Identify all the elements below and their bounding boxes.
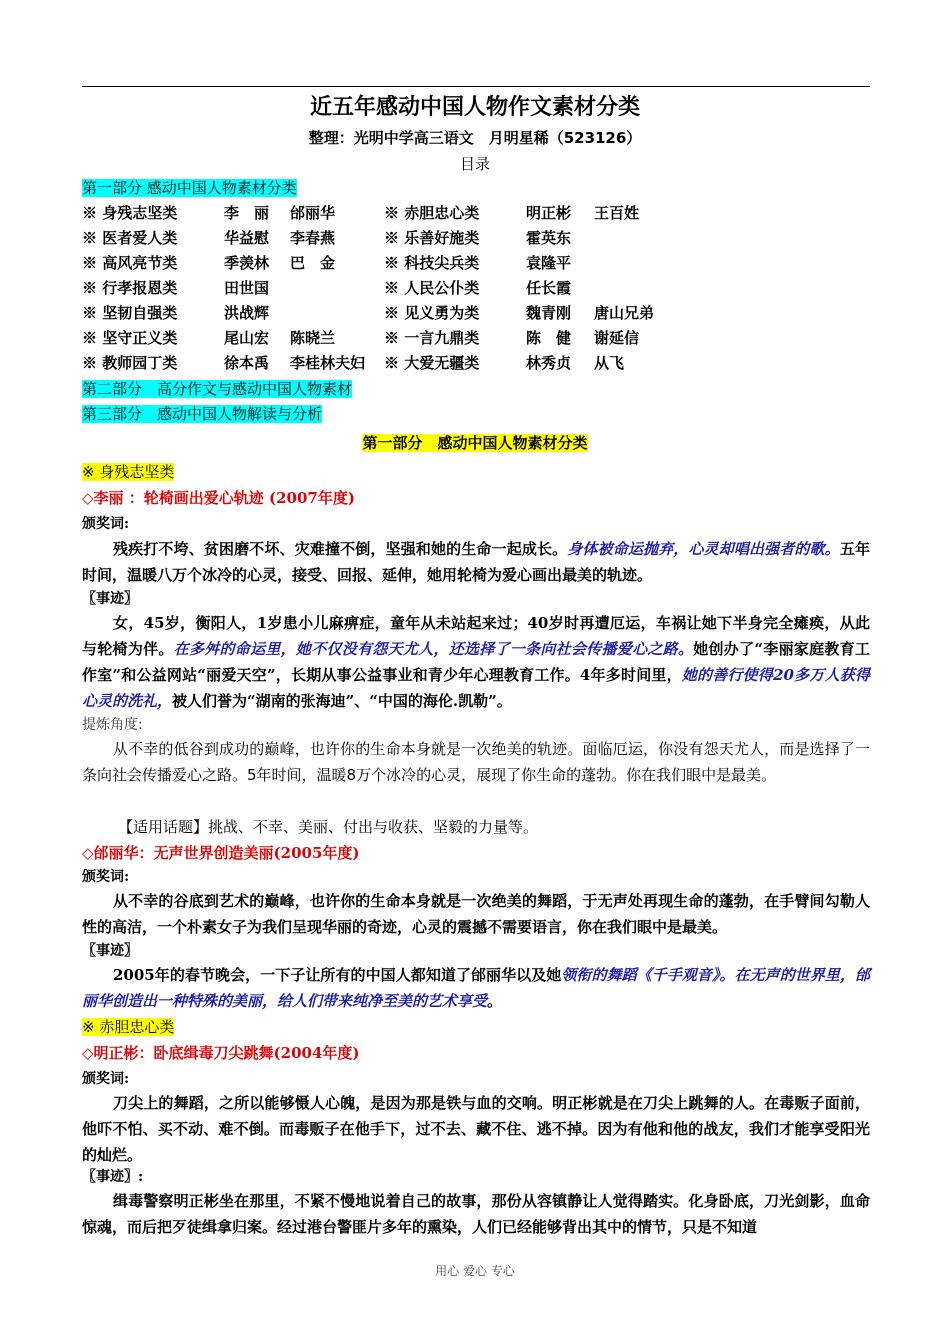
deeds-text: 2005年的春节晚会，一下子让所有的中国人都知道了邰丽华以及她领衔的舞蹈《千手观音》。在无声的世界里，邰丽华创造出一种特殊的美丽，给人们带来纯净至美的艺术享受。 (82, 966, 870, 1010)
category-heading: ※ 身残志坚类 (82, 463, 175, 481)
section-heading: 第一部分 感动中国人物素材分类 (362, 434, 588, 452)
refine-label: 提炼角度: (82, 717, 143, 733)
award-label: 颁奖词: (82, 1071, 130, 1087)
award-text: 从不幸的谷底到艺术的巅峰，也许你的生命本身就是一次绝美的舞蹈，于无声处再现生命的蓬勃，在手臂间勾勒人性的高洁，一个朴素女子为我们呈现华丽的奇迹，心灵的震撼不需要语言，你在我们眼中是最美。 (82, 892, 870, 936)
award-label: 颁奖词: (82, 516, 130, 532)
award-label: 颁奖词: (82, 869, 130, 885)
category-heading: ※ 赤胆忠心类 (82, 1018, 175, 1036)
document-subtitle: 整理：光明中学高三语文 月明星稀（523126） (308, 129, 642, 147)
award-text: 刀尖上的舞蹈，之所以能够慑人心魄，是因为那是铁与血的交响。明正彬就是在刀尖上跳舞的人。在毒贩子面前，他吓不怕、买不动、难不倒。而毒贩子在他手下，过不去、藏不住、逃不掉。因为有他和他的战友，我们才能享受阳光的灿烂。 (82, 1094, 870, 1164)
document-title: 近五年感动中国人物作文素材分类 (309, 95, 640, 120)
document-page: 近五年感动中国人物作文素材分类 整理：光明中学高三语文 月明星稀（523126） 目录 第一部分 感动中国人物素材分类 ※ 身残志坚类 李 丽 邰丽华 ※ 赤胆忠心类 明正彬 王百姓 ※ 医者爱人类 华益慰 李春燕 ※ 乐善好施类 霍英东 ※ 高风亮节类 季羡林 巴 金 ※ 科技尖兵类 袁隆平 ※ 行孝报恩类 田世国 ※ 人民公仆类 任长霞 ※ 坚韧自强类 洪战辉 ※ 见义勇为类 魏青刚 唐山兄弟 ※ 坚守正义类 尾山宏 陈晓兰 ※ 一言九鼎类 陈 健 谢延信 ※ 教师园丁类 徐本禹 李桂林夫妇 ※ 大爱无疆类 林秀贞 从飞 第二部分 高分作文与感动中国人物素材 第三部分 感动中国人物解读与分析 第一部分 感动中国人物素材分类 ※ 身残志坚类 ◇李丽 ：轮椅画出爱心轨迹 (2007年度) 颁奖词: 残疾打不垮、贫困磨不坏、灾难撞不倒，坚强和她的生命一起成长。身体被命运抛弃，心灵却唱出强者的歌。五年时间，温暖八万个冰冷的心灵，接受、回报、延伸，她用轮椅为爱心画出最美的轨迹。 〖事迹〗 女，45岁，衡阳人，1岁患小儿麻痹症，童年从未站起来过；40岁时再遭厄运，车祸让她下半身完全瘫痪，从此与轮椅为伴。在多舛的命运里，她不仅没有怨天尤人，还选择了一条向社会传播爱心之路。她创办了“李丽家庭教育工作室”和公益网站“丽爱天空”，长期从事公益事业和青少年心理教育工作。4年多时间里，她的善行使得20多万人获得心灵的洗礼，被人们誉为“湖南的张海迪”、“中国的海伦.凯勒”。 提炼角度: 从不幸的低谷到成功的巅峰，也许你的生命本身就是一次绝美的轨迹。面临厄运，你没有怨天尤人，而是选择了一条向社会传播爱心之路。5年时间，温暖8万个冰冷的心灵，展现了你生命的蓬勃。你在我们眼中是最美。 【适用话题】挑战、不幸、美丽、付出与收获、坚毅的力量等。 ◇邰丽华：无声世界创造美丽(2005年度) 颁奖词: 从不幸的谷底到艺术的巅峰，也许你的生命本身就是一次绝美的舞蹈，于无声处再现生命的蓬勃，在手臂间勾勒人性的高洁，一个朴素女子为我们呈现华丽的奇迹，心灵的震撼不需要语言，你在我们眼中是最美。 〖事迹〗 2005年的春节晚会，一下子让所有的中国人都知道了邰丽华以及她领衔的舞蹈《千手观音》。在无声的世界里，邰丽华创造出一种特殊的美丽，给人们带来纯净至美的艺术享受。 ※ 赤胆忠心类 ◇明正彬：卧底缉毒刀尖跳舞(2004年度) 颁奖词: 刀尖上的舞蹈，之所以能够慑人心魄，是因为那是铁与血的交响。明正彬就是在刀尖上跳舞的人。在毒贩子面前，他吓不怕、买不动、难不倒。而毒贩子在他手下，过不去、藏不住、逃不掉。因为有他和他的战友，我们才能享受阳光的灿烂。 〖事迹〗: 缉毒警察明正彬坐在那里，不紧不慢地说着自己的故事，那份从容镇静让人觉得踏实。化身卧底，刀光剑影，血命惊魂，而后把歹徒缉拿归案。经过港台警匪片多年的熏染，人们已经能够背出其中的情节，只是不知道 用心 爱心 专心 (0, 0, 950, 1344)
topic-text: 【适用话题】挑战、不幸、美丽、付出与收获、坚毅的力量等。 (118, 818, 539, 836)
deeds-text: 缉毒警察明正彬坐在那里，不紧不慢地说着自己的故事，那份从容镇静让人觉得踏实。化身卧底，刀光剑影，血命惊魂，而后把歹徒缉拿归案。经过港台警匪片多年的熏染，人们已经能够背出其中的情节，只是不知道 (82, 1192, 870, 1236)
deeds-text: 女，45岁，衡阳人，1岁患小儿麻痹症，童年从未站起来过；40岁时再遭厄运，车祸让她下半身完全瘫痪，从此与轮椅为伴。在多舛的命运里，她不仅没有怨天尤人，还选择了一条向社会传播爱心之路。她创办了“李丽家庭教育工作室”和公益网站“丽爱天空”，长期从事公益事业和青少年心理教育工作。4年多时间里，她的善行使得20多万人获得心灵的洗礼，被人们誉为“湖南的张海迪”、“中国的海伦.凯勒”。 (82, 614, 870, 710)
toc-heading: 目录 (459, 155, 490, 173)
toc-part-3: 第三部分 感动中国人物解读与分析 (82, 405, 323, 423)
deeds-label: 〖事迹〗 (82, 591, 138, 607)
toc-part-1: 第一部分 感动中国人物素材分类 (82, 179, 297, 197)
header-rule (82, 86, 870, 87)
toc-part-2: 第二部分 高分作文与感动中国人物素材 (82, 380, 353, 398)
award-text: 残疾打不垮、贫困磨不坏、灾难撞不倒，坚强和她的生命一起成长。身体被命运抛弃，心灵却唱出强者的歌。五年时间，温暖八万个冰冷的心灵，接受、回报、延伸，她用轮椅为爱心画出最美的轨迹。 (82, 540, 870, 584)
refine-text: 从不幸的低谷到成功的巅峰，也许你的生命本身就是一次绝美的轨迹。面临厄运，你没有怨天尤人，而是选择了一条向社会传播爱心之路。5年时间，温暖8万个冰冷的心灵，展现了你生命的蓬勃。你在我们眼中是最美。 (82, 740, 870, 784)
entry-heading: ◇李丽 ：轮椅画出爱心轨迹 (2007年度) (82, 489, 355, 507)
page-footer: 用心 爱心 专心 (435, 1264, 515, 1278)
entry-heading: ◇邰丽华：无声世界创造美丽(2005年度) (82, 844, 360, 862)
deeds-label: 〖事迹〗: (82, 1169, 144, 1185)
entry-heading: ◇明正彬：卧底缉毒刀尖跳舞(2004年度) (82, 1044, 360, 1062)
deeds-label: 〖事迹〗 (82, 943, 138, 959)
